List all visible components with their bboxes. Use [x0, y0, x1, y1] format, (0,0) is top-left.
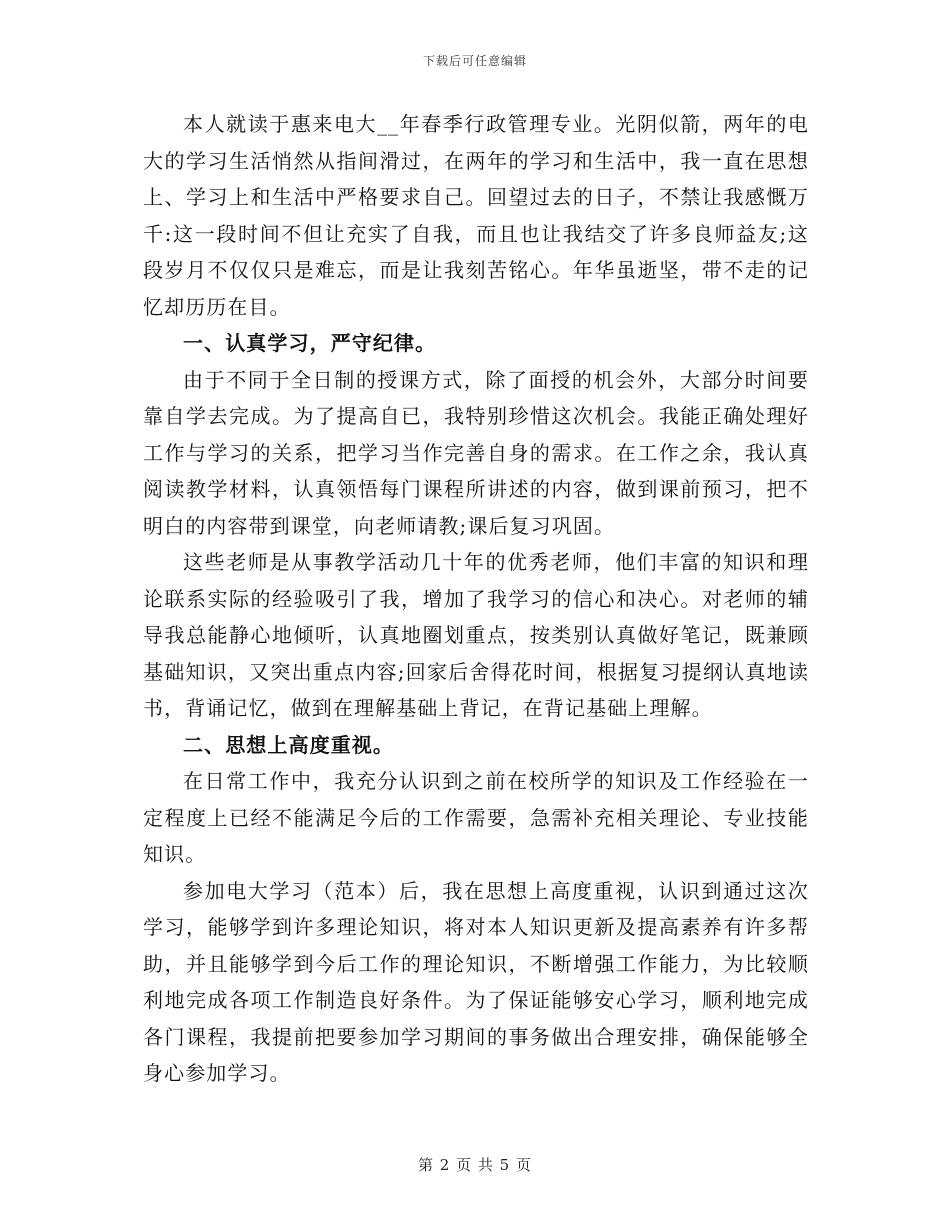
page-number: 第 2 页 共 5 页 [418, 1156, 532, 1174]
paragraph-study-method: 由于不同于全日制的授课方式，除了面授的机会外，大部分时间要靠自学去完成。为了提高自已，我特别珍惜这次机会。我能正确处理好工作与学习的关系，把学习当作完善自身的需求。在工作之余，我认真阅读教学材料，认真领悟每门课程所讲述的内容，做到课前预习，把不明白的内容带到课堂，向老师请教;课后复习巩固。 [143, 367, 809, 538]
paragraph-work-needs: 在日常工作中，我充分认识到之前在校所学的知识及工作经验在一定程度上已经不能满足今后的工作需要，急需补充相关理论、专业技能知识。 [143, 769, 809, 866]
paragraph-intro: 本人就读于惠来电大__年春季行政管理专业。光阴似箭，两年的电大的学习生活悄然从指间滑过，在两年的学习和生活中，我一直在思想上、学习上和生活中严格要求自己。回望过去的日子，不禁让我感慨万千:这一段时间不但让充实了自我，而且也让我结交了许多良师益友;这段岁月不仅仅只是难忘，而是让我刻苦铭心。年华虽逝坚，带不走的记忆却历历在目。 [143, 112, 809, 319]
paragraph-teachers: 这些老师是从事教学活动几十年的优秀老师，他们丰富的知识和理论联系实际的经验吸引了我，增加了我学习的信心和决心。对老师的辅导我总能静心地倾听，认真地圈划重点，按类别认真做好笔记，既兼顾基础知识，又突出重点内容;回家后舍得花时间，根据复习提纲认真地读书，背诵记忆，做到在理解基础上背记，在背记基础上理解。 [143, 550, 809, 720]
section-heading-1: 一、认真学习，严守纪律。 [183, 331, 437, 355]
section-heading-2: 二、思想上高度重视。 [183, 732, 394, 757]
paragraph-attitude: 参加电大学习（范本）后，我在思想上高度重视，认识到通过这次学习，能够学到许多理论知识，将对本人知识更新及提高素养有许多帮助，并且能够学到今后工作的理论知识，不断增强工作能力，为比较顺利地完成各项工作制造良好条件。为了保证能够安心学习，顺利地完成各门课程，我提前把要参加学习期间的事务做出合理安排，确保能够全身心参加学习。 [143, 878, 809, 1085]
document-body [143, 106, 809, 1092]
page-header: 下载后可任意编辑 [422, 54, 527, 68]
